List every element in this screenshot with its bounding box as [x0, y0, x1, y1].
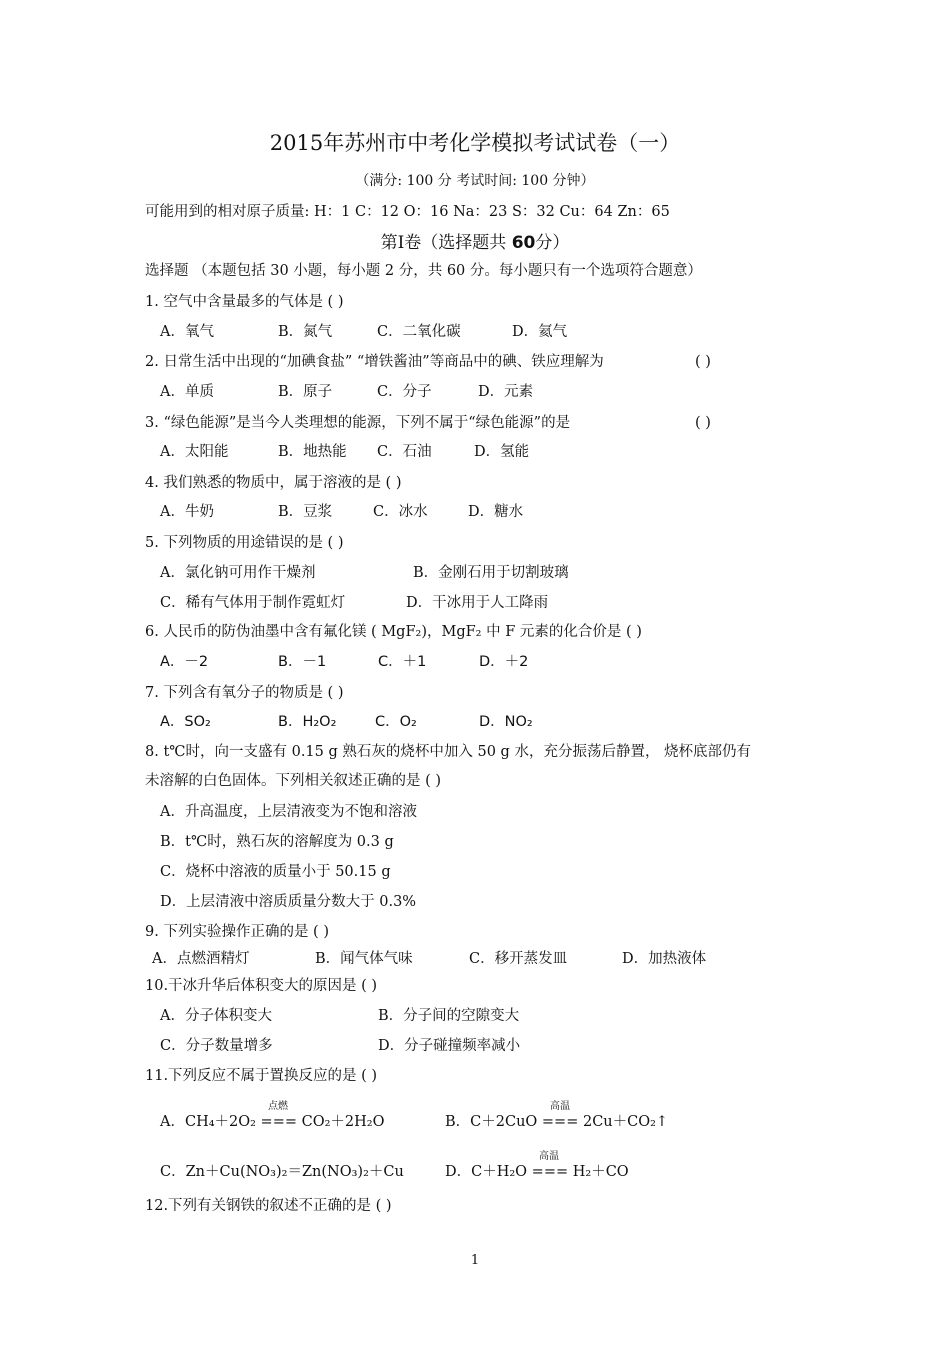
question-8-stem: 8. t℃时，向一支盛有 0.15 g 熟石灰的烧杯中加入 50 g 水，充分振荡后静置， 烧杯底部仍有 — [145, 744, 752, 760]
question-7-option-b: B．H₂O₂ — [278, 714, 337, 730]
section-title — [0, 232, 950, 254]
question-4-option-b: B．豆浆 — [278, 504, 333, 520]
question-5-option-a: A．氯化钠可用作干燥剂 — [160, 565, 316, 581]
question-5-option-b: B．金刚石用于切割玻璃 — [413, 565, 569, 581]
question-10-option-d: D．分子碰撞频率减小 — [378, 1038, 521, 1054]
question-3-option-c: C．石油 — [377, 444, 432, 460]
question-8-option-c: C．烧杯中溶液的质量小于 50.15 g — [160, 864, 391, 880]
question-9-option-c: C．移开蒸发皿 — [469, 951, 568, 967]
question-12-stem: 12.下列有关钢铁的叙述不正确的是 ( ) — [145, 1198, 392, 1214]
question-2-option-d: D．元素 — [478, 384, 534, 400]
question-10-option-a: A．分子体积变大 — [160, 1008, 272, 1024]
question-7-option-c: C．O₂ — [375, 714, 417, 730]
question-11-option-b: B．C＋2CuO === 2Cu＋CO₂↑ — [445, 1114, 669, 1130]
question-1-option-c: C．二氧化碳 — [377, 324, 461, 340]
question-6-stem: 6. 人民币的防伪油墨中含有氟化镁 ( MgF₂)，MgF₂ 中 F 元素的化合价是 ( ) — [145, 624, 642, 640]
page-number: 1 — [470, 1253, 480, 1268]
question-6-option-a: A．－2 — [160, 654, 209, 670]
question-3-stem: 3. “绿色能源”是当今人类理想的能源，下列不属于“绿色能源”的是 — [145, 415, 571, 431]
question-3-option-b: B．地热能 — [278, 444, 347, 460]
question-2-option-b: B．原子 — [278, 384, 333, 400]
question-3-answer-paren: ( ) — [695, 415, 711, 431]
section-title-tail: 分） — [535, 233, 570, 253]
question-2-stem: 2. 日常生活中出现的“加碘食盐” “增铁酱油”等商品中的碘、铁应理解为 — [145, 354, 604, 370]
instructions: 选择题 （本题包括 30 小题，每小题 2 分，共 60 分。每小题只有一个选项符合题意） — [145, 263, 702, 279]
question-9-option-b: B．闻气体气味 — [315, 951, 413, 967]
question-6-option-c: C．＋1 — [378, 654, 427, 670]
question-1-option-a: A．氧气 — [160, 324, 214, 340]
question-6-option-d: D．＋2 — [479, 654, 529, 670]
question-1-option-d: D．氦气 — [512, 324, 568, 340]
question-9-option-a: A．点燃酒精灯 — [152, 951, 250, 967]
question-6-option-b: B．－1 — [278, 654, 327, 670]
section-score: 60 — [511, 233, 536, 253]
question-8-option-a: A．升高温度，上层清液变为不饱和溶液 — [160, 804, 417, 820]
question-4-option-c: C．冰水 — [373, 504, 428, 520]
question-11-option-c: C．Zn＋Cu(NO₃)₂＝Zn(NO₃)₂＋Cu — [160, 1164, 404, 1180]
question-11-condition-d: 高温 — [539, 1151, 559, 1162]
exam-subtitle: （满分: 100 分 考试时间: 100 分钟） — [355, 173, 595, 189]
question-2-answer-paren: ( ) — [695, 354, 711, 370]
question-11-option-d: D．C＋H₂O === H₂＋CO — [445, 1164, 629, 1180]
question-4-option-a: A．牛奶 — [160, 504, 214, 520]
question-11-condition-a: 点燃 — [268, 1101, 288, 1112]
question-8-option-b: B．t℃时，熟石灰的溶解度为 0.3 g — [160, 834, 394, 850]
atomic-masses: 可能用到的相对原子质量: H：1 C：12 O：16 Na：23 S：32 Cu：64 Zn：65 — [145, 204, 670, 220]
question-9-option-d: D．加热液体 — [622, 951, 707, 967]
section-title-text: 第Ⅰ卷（选择题共 — [380, 233, 507, 253]
question-4-stem: 4. 我们熟悉的物质中，属于溶液的是 ( ) — [145, 475, 402, 491]
question-10-option-c: C．分子数量增多 — [160, 1038, 273, 1054]
question-7-option-a: A．SO₂ — [160, 714, 211, 730]
question-2-option-a: A．单质 — [160, 384, 214, 400]
question-5-stem: 5. 下列物质的用途错误的是 ( ) — [145, 535, 344, 551]
question-4-option-d: D．糖水 — [468, 504, 524, 520]
question-11-condition-b: 高温 — [550, 1101, 570, 1112]
question-9-stem: 9. 下列实验操作正确的是 ( ) — [145, 924, 329, 940]
question-11-stem: 11.下列反应不属于置换反应的是 ( ) — [145, 1068, 378, 1084]
question-3-option-a: A．太阳能 — [160, 444, 229, 460]
question-1-option-b: B．氮气 — [278, 324, 333, 340]
question-10-option-b: B．分子间的空隙变大 — [378, 1008, 520, 1024]
question-5-option-c: C．稀有气体用于制作霓虹灯 — [160, 595, 346, 611]
question-7-option-d: D．NO₂ — [479, 714, 533, 730]
question-11-option-a: A．CH₄＋2O₂ === CO₂＋2H₂O — [160, 1114, 385, 1130]
question-10-stem: 10.干冰升华后体积变大的原因是 ( ) — [145, 978, 378, 994]
question-7-stem: 7. 下列含有氧分子的物质是 ( ) — [145, 685, 344, 701]
page-title: 2015年苏州市中考化学模拟考试试卷（一） — [269, 131, 681, 155]
question-2-option-c: C．分子 — [377, 384, 432, 400]
question-1-stem: 1. 空气中含量最多的气体是 ( ) — [145, 294, 344, 310]
question-8-stem-continued: 未溶解的白色固体。下列相关叙述正确的是 ( ) — [145, 773, 442, 789]
question-3-option-d: D．氢能 — [474, 444, 530, 460]
question-8-option-d: D．上层清液中溶质质量分数大于 0.3% — [160, 894, 417, 910]
question-5-option-d: D．干冰用于人工降雨 — [406, 595, 549, 611]
